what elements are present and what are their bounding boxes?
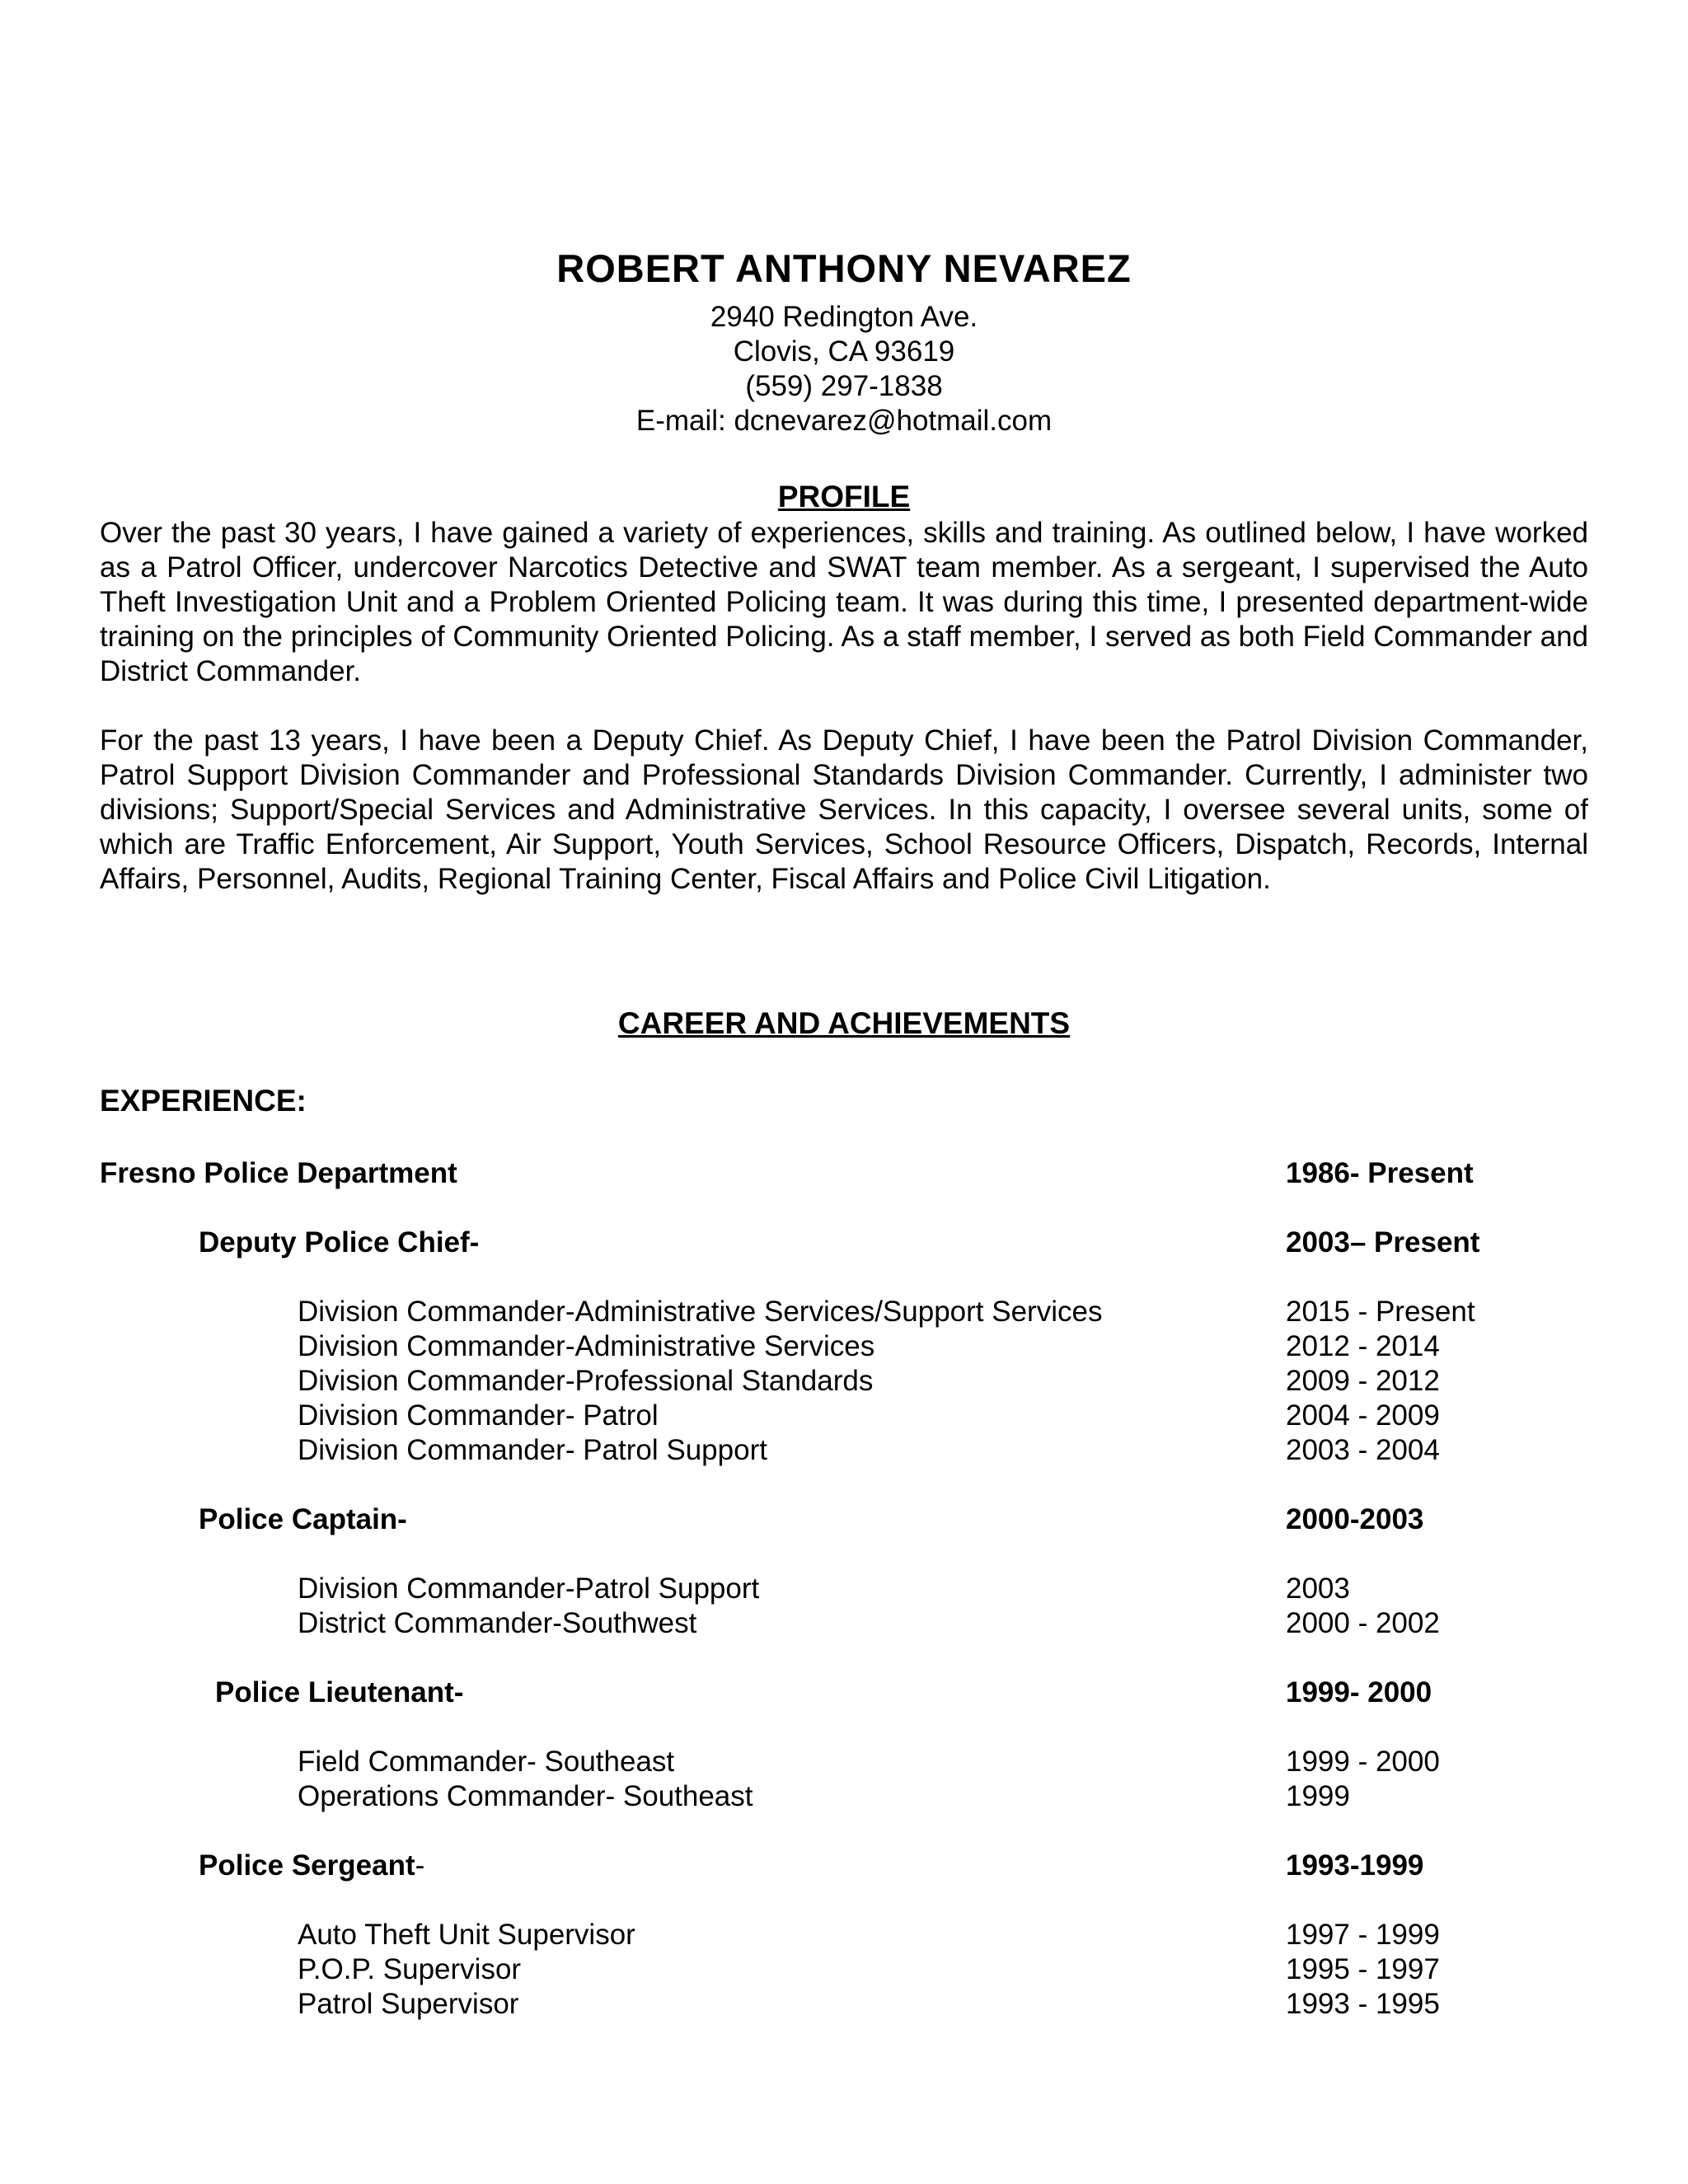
role-title: Division Commander-Professional Standards xyxy=(298,1365,874,1397)
role-title: Patrol Supervisor xyxy=(298,1988,519,2020)
role-dates: 1999 xyxy=(1286,1780,1350,1812)
role-dates: 2012 - 2014 xyxy=(1286,1330,1440,1362)
role-title: Field Commander- Southeast xyxy=(298,1746,675,1778)
role-dates: 2004 - 2009 xyxy=(1286,1399,1440,1432)
position-title-captain: Police Captain- xyxy=(199,1503,407,1535)
role-dates: 2009 - 2012 xyxy=(1286,1365,1440,1397)
sergeant-title-text: Police Sergeant xyxy=(199,1849,415,1882)
profile-paragraph-2: For the past 13 years, I have been a Deputy Chief. As Deputy Chief, I have been the Patrol Division Commander, Patrol Support Division Commander and Professional Standards Division Commander. Currently, I administer two divisions; Support/Special Services and Administrative Services. In this capacity, I oversee several units, some of which are Traffic Enforcement, Air Support, Youth Services, School Resource Officers, Dispatch, Records, Internal Affairs, Personnel, Audits, Regional Training Center, Fiscal Affairs and Police Civil Litigation. xyxy=(100,724,1588,895)
role-dates: 1997 - 1999 xyxy=(1286,1919,1440,1951)
role-dates: 2015 - Present xyxy=(1286,1296,1475,1328)
email-address: E-mail: dcnevarez@hotmail.com xyxy=(635,405,1053,437)
contact-block xyxy=(0,300,1688,438)
experience-heading: EXPERIENCE: xyxy=(100,1084,307,1118)
role-dates: 2003 - 2004 xyxy=(1286,1434,1440,1466)
address-line-1: 2940 Redington Ave. xyxy=(710,301,978,333)
employer-dates: 1986- Present xyxy=(1286,1157,1474,1189)
position-title-lieutenant: Police Lieutenant- xyxy=(215,1676,464,1708)
role-title: District Commander-Southwest xyxy=(298,1607,697,1639)
phone-number: (559) 297-1838 xyxy=(745,370,943,402)
role-title: Division Commander-Administrative Services/Support Services xyxy=(298,1296,1103,1328)
role-dates: 2000 - 2002 xyxy=(1286,1607,1440,1639)
sergeant-title-dash: - xyxy=(415,1849,425,1882)
position-dates-captain: 2000-2003 xyxy=(1286,1503,1424,1535)
role-title: P.O.P. Supervisor xyxy=(298,1953,522,1985)
resume-name: ROBERT ANTHONY NEVAREZ xyxy=(556,246,1132,290)
position-title-sergeant xyxy=(199,1849,424,1883)
role-title: Division Commander- Patrol xyxy=(298,1399,659,1432)
address-line-2: Clovis, CA 93619 xyxy=(733,335,955,368)
position-title-deputy-chief: Deputy Police Chief- xyxy=(199,1226,480,1258)
employer-name: Fresno Police Department xyxy=(100,1157,457,1189)
role-title: Division Commander-Patrol Support xyxy=(298,1572,760,1605)
career-title: CAREER AND ACHIEVEMENTS xyxy=(617,1006,1071,1040)
profile-title: PROFILE xyxy=(777,480,911,513)
role-dates: 1999 - 2000 xyxy=(1286,1746,1440,1778)
role-title: Division Commander- Patrol Support xyxy=(298,1434,767,1466)
role-title: Operations Commander- Southeast xyxy=(298,1780,753,1812)
role-dates: 1995 - 1997 xyxy=(1286,1953,1440,1985)
role-title: Auto Theft Unit Supervisor xyxy=(298,1919,635,1951)
position-dates-lieutenant: 1999- 2000 xyxy=(1286,1676,1432,1708)
role-dates: 2003 xyxy=(1286,1572,1350,1605)
role-title: Division Commander-Administrative Services xyxy=(298,1330,875,1362)
role-dates: 1993 - 1995 xyxy=(1286,1988,1440,2020)
profile-paragraph-1: Over the past 30 years, I have gained a variety of experiences, skills and training. As outlined below, I have worked as a Patrol Officer, undercover Narcotics Detective and SWAT team member. As a sergeant, I supervised the Auto Theft Investigation Unit and a Problem Oriented Policing team. It was during this time, I presented department-wide training on the principles of Community Oriented Policing. As a staff member, I served as both Field Commander and District Commander. xyxy=(100,517,1588,687)
position-dates-deputy-chief: 2003– Present xyxy=(1286,1226,1480,1258)
position-dates-sergeant: 1993-1999 xyxy=(1286,1849,1424,1882)
